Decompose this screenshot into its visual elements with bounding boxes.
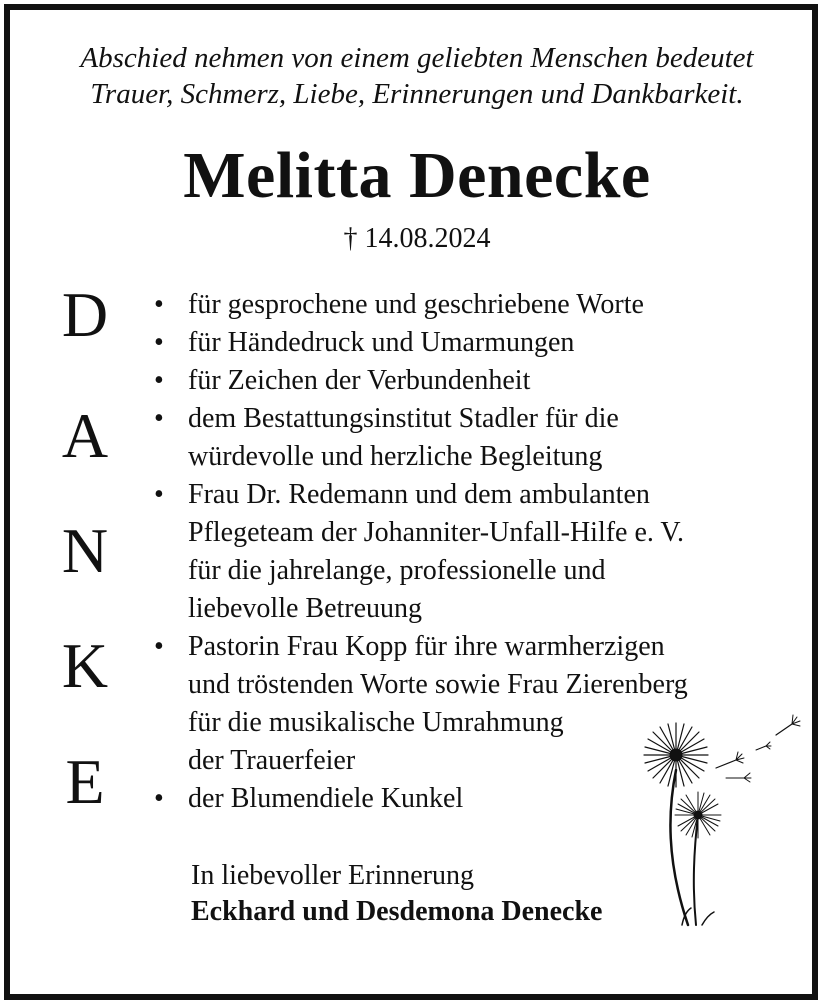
bullet: •	[154, 365, 164, 396]
bullet: •	[154, 327, 164, 358]
item-line: liebevolle Betreuung	[188, 593, 423, 624]
signature: Eckhard und Desdemona Denecke	[191, 896, 603, 927]
dandelion-icon	[636, 710, 806, 935]
list-item	[150, 362, 790, 400]
list-item	[150, 324, 790, 362]
item-line: würdevolle und herzliche Begleitung	[188, 441, 603, 472]
item-line: der Blumendiele Kunkel	[188, 783, 464, 814]
bullet: •	[154, 783, 164, 814]
motto	[10, 40, 818, 112]
bullet: •	[154, 289, 164, 320]
item-line: für Händedruck und Umarmungen	[188, 327, 575, 358]
deceased-name: Melitta Denecke	[183, 139, 651, 212]
item-line: für gesprochene und geschriebene Worte	[188, 289, 644, 320]
item-line: und tröstenden Worte sowie Frau Zierenberg	[188, 669, 688, 700]
item-line: dem Bestattungsinstitut Stadler für die	[188, 403, 619, 434]
item-line: für Zeichen der Verbundenheit	[188, 365, 531, 396]
item-line: für die musikalische Umrahmung	[188, 707, 564, 738]
danke-letter: K	[61, 630, 109, 701]
motto-line: Trauer, Schmerz, Liebe, Erinnerungen und Dankbarkeit.	[90, 78, 744, 110]
danke-letter: A	[61, 400, 109, 471]
danke-letter: D	[61, 279, 109, 350]
item-line: der Trauerfeier	[188, 745, 356, 776]
item-line: Pflegeteam der Johanniter-Unfall-Hilfe e. V.	[188, 517, 685, 548]
item-line: für die jahrelange, professionelle und	[188, 555, 606, 586]
danke-letter: N	[61, 515, 109, 586]
list-item	[150, 400, 790, 476]
death-date: † 14.08.2024	[343, 223, 491, 254]
list-item	[150, 476, 790, 628]
item-line: Pastorin Frau Kopp für ihre warmherzigen	[188, 631, 665, 662]
bullet: •	[154, 479, 164, 510]
obituary-frame	[4, 4, 818, 1000]
motto-line: Abschied nehmen von einem geliebten Menschen bedeutet	[80, 42, 754, 74]
closing	[191, 858, 602, 930]
bullet: •	[154, 403, 164, 434]
danke-letter: E	[65, 746, 105, 817]
bullet: •	[154, 631, 164, 662]
list-item	[150, 286, 790, 324]
item-line: Frau Dr. Redemann und dem ambulanten	[188, 479, 650, 510]
closing-line: In liebevoller Erinnerung	[191, 860, 475, 891]
